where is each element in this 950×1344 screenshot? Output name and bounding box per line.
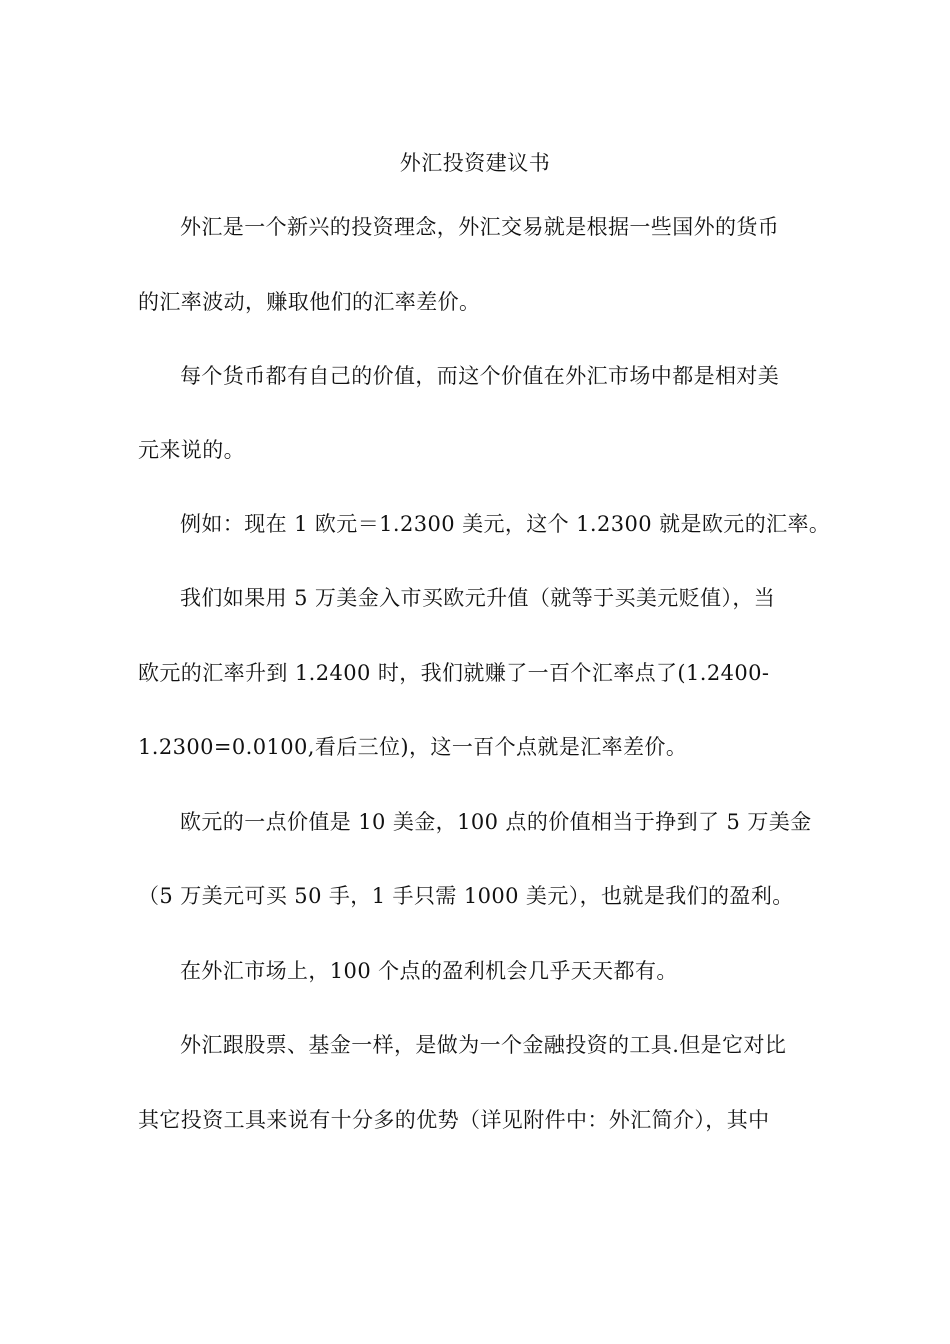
paragraph-line: 元来说的。 xyxy=(138,438,245,462)
paragraph-line: 例如：现在 1 欧元＝1.2300 美元，这个 1.2300 就是欧元的汇率。 xyxy=(180,512,831,536)
paragraph-line: 每个货币都有自己的价值，而这个价值在外汇市场中都是相对美 xyxy=(180,364,780,388)
paragraph-line: 欧元的汇率升到 1.2400 时，我们就赚了一百个汇率点了(1.2400- xyxy=(138,661,770,685)
document-title: 外汇投资建议书 xyxy=(399,151,551,175)
paragraph-line: 外汇跟股票、基金一样，是做为一个金融投资的工具.但是它对比 xyxy=(180,1033,787,1057)
paragraph-line: 外汇是一个新兴的投资理念，外汇交易就是根据一些国外的货币 xyxy=(180,215,780,239)
paragraph-line: 欧元的一点价值是 10 美金，100 点的价值相当于挣到了 5 万美金 xyxy=(180,810,812,834)
paragraph-line: （5 万美元可买 50 手，1 手只需 1000 美元），也就是我们的盈利。 xyxy=(138,884,794,908)
paragraph-line: 1.2300=0.0100,看后三位)，这一百个点就是汇率差价。 xyxy=(138,735,688,759)
paragraph-line: 的汇率波动，赚取他们的汇率差价。 xyxy=(138,290,481,314)
paragraph-line: 在外汇市场上，100 个点的盈利机会几乎天天都有。 xyxy=(180,959,678,983)
paragraph-line: 其它投资工具来说有十分多的优势（详见附件中：外汇简介），其中 xyxy=(138,1108,770,1132)
paragraph-line: 我们如果用 5 万美金入市买欧元升值（就等于买美元贬值），当 xyxy=(180,586,776,610)
